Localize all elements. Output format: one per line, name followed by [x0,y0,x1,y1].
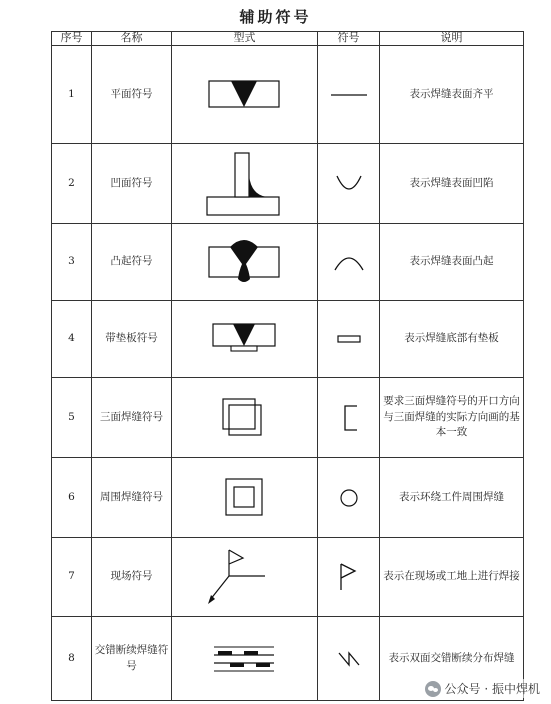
table-header-row [52,32,524,46]
row-no: 3 [52,224,92,301]
row-name: 凹面符号 [92,144,172,224]
staggered-weld-diagram-icon [210,639,280,679]
convex-arc-icon [327,250,371,274]
row-desc: 表示双面交错断续分布焊缝 [380,617,524,701]
all-around-weld-diagram-icon [220,475,270,521]
wechat-icon [425,681,441,697]
row-desc: 表示焊缝表面凹陷 [380,144,524,224]
bracket-icon [327,402,371,434]
row-name: 交错断续焊缝符号 [92,617,172,701]
table-row [52,224,524,301]
flush-weld-diagram-icon [205,75,285,115]
row-desc: 表示焊缝底部有垫板 [380,301,524,378]
row-desc: 表示焊缝表面凸起 [380,224,524,301]
row-name: 平面符号 [92,46,172,144]
watermark-text: 公众号 · 振中焊机 [444,682,540,696]
header-form: 型式 [172,32,318,46]
rectangle-icon [327,332,371,346]
table-row [52,144,524,224]
row-name: 三面焊缝符号 [92,378,172,458]
flag-icon [327,560,371,594]
concave-arc-icon [327,172,371,196]
table-row [52,378,524,458]
row-desc: 表示在现场或工地上进行焊接 [380,538,524,617]
header-name: 名称 [92,32,172,46]
table-row [52,538,524,617]
row-name: 带垫板符号 [92,301,172,378]
table-row [52,46,524,144]
header-symbol: 符号 [318,32,380,46]
concave-fillet-diagram-icon [205,151,285,217]
row-no: 2 [52,144,92,224]
row-no: 6 [52,458,92,538]
row-desc: 表示焊缝表面齐平 [380,46,524,144]
circle-icon [327,485,371,511]
row-no: 1 [52,46,92,144]
backing-strip-diagram-icon [205,322,285,356]
z-shape-icon [327,647,371,671]
row-desc: 要求三面焊缝符号的开口方向与三面焊缝的实际方向画的基本一致 [380,378,524,458]
row-desc: 表示环绕工件周围焊缝 [380,458,524,538]
row-no: 8 [52,617,92,701]
three-side-weld-diagram-icon [215,393,275,443]
row-no: 4 [52,301,92,378]
row-name: 周围焊缝符号 [92,458,172,538]
page-title: 辅助符号 [239,8,312,26]
table-row [52,458,524,538]
row-no: 7 [52,538,92,617]
row-name: 现场符号 [92,538,172,617]
flat-line-icon [327,87,371,103]
watermark [422,679,543,698]
auxiliary-symbols-table [51,31,524,701]
row-no: 5 [52,378,92,458]
header-desc: 说明 [380,32,524,46]
convex-weld-diagram-icon [205,235,285,289]
table-row [52,301,524,378]
header-no: 序号 [52,32,92,46]
field-weld-flag-diagram-icon [205,544,285,610]
row-name: 凸起符号 [92,224,172,301]
